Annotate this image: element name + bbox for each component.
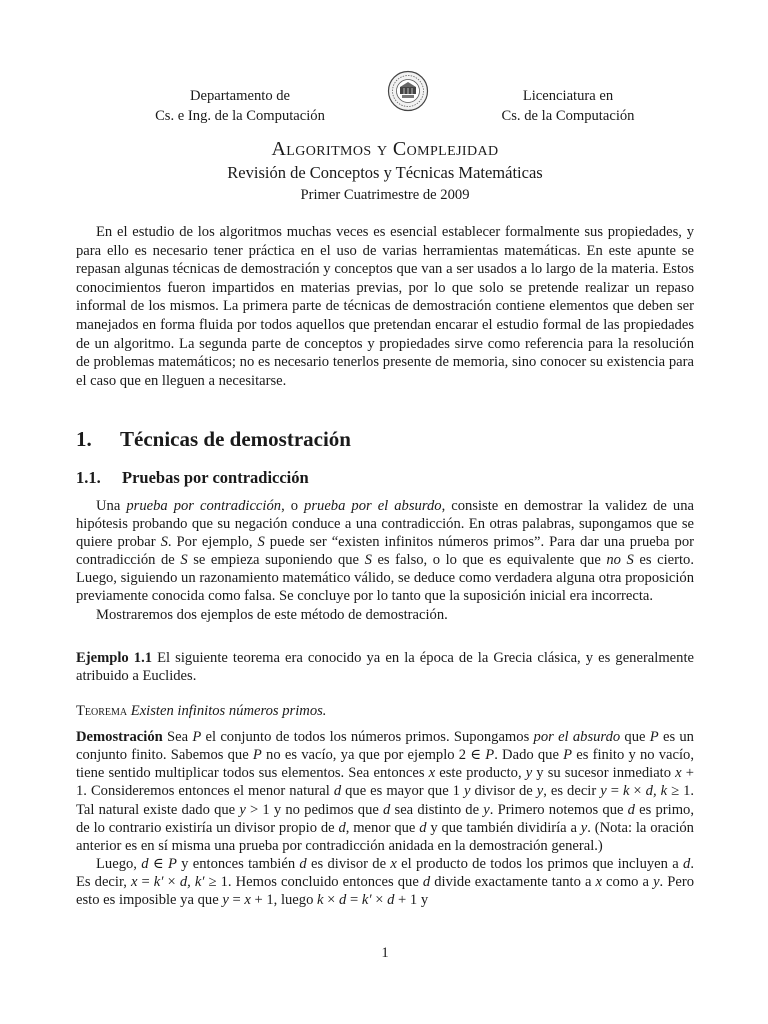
text-run: Sea bbox=[162, 729, 193, 745]
document-page bbox=[76, 0, 694, 1024]
math-symbol: d bbox=[333, 783, 342, 800]
department-line-2: Cs. e Ing. de la Computación bbox=[155, 108, 325, 124]
text-run: ∈ bbox=[148, 856, 168, 873]
document-title: Algoritmos y Complejidad bbox=[271, 138, 499, 160]
theorem bbox=[76, 702, 694, 720]
math-symbol: d bbox=[627, 801, 635, 818]
text-run: el conjunto de todos los números primos. Supongamos bbox=[201, 729, 534, 745]
text-run: sea distinto de bbox=[390, 801, 484, 818]
degree-line-1: Licenciatura en bbox=[522, 88, 614, 104]
proof bbox=[76, 728, 694, 910]
department-line-1: Departamento de bbox=[189, 88, 291, 104]
math-symbol: P bbox=[485, 747, 495, 764]
text-run: = bbox=[606, 783, 623, 800]
proof-label: Demostración bbox=[76, 729, 163, 745]
math-symbol: x bbox=[428, 765, 436, 782]
math-symbol: k bbox=[317, 892, 324, 909]
text-run: puede ser “existen infinitos números primos”. Para dar una prueba por contradicción de bbox=[76, 534, 694, 569]
text-run: × bbox=[371, 892, 388, 909]
theorem-label: Teorema bbox=[76, 703, 128, 719]
math-symbol: d, k bbox=[645, 783, 668, 800]
abstract-paragraph: En el estudio de los algoritmos muchas veces es esencial establecer formalmente sus propiedades, y para ello es necesario tener práctica en el uso de varias herramientas matemáticas. En este apunte se repasan algunas técnicas de demostración y conceptos que van a ser usados a lo largo de la materia. Estos conocimientos fueron impartidos en materias previas, por lo que solo se pretende realizar un repaso informal de los mismos. La primera parte de técnicas de demostración contiene elementos que deben ser manejados en forma fluida por todos aquellos que pretendan encarar el estudio formal de las propiedades de un algoritmo. La segunda parte de conceptos y propiedades sirve como referencia para la resolución de problemas matemáticos; no es necesario tenerlos presente de memoria, sino conocer su existencia para el caso que en lleguen a necesitarse. bbox=[76, 224, 694, 389]
text-run: . Es decir, bbox=[76, 856, 694, 891]
math-symbol: x bbox=[130, 874, 138, 891]
subsection-number: 1.1. bbox=[76, 468, 101, 487]
text-run: el producto de todos los primos que incluyen a bbox=[396, 856, 684, 873]
math-symbol: S bbox=[160, 534, 168, 551]
emphasis: prueba por contradicción bbox=[126, 498, 282, 514]
text-run: que bbox=[620, 729, 650, 745]
degree-line-2: Cs. de la Computación bbox=[501, 108, 635, 124]
text-run: . Pero esto es imposible ya que bbox=[76, 874, 695, 909]
math-symbol: d bbox=[387, 892, 395, 909]
math-symbol: x bbox=[675, 765, 682, 782]
math-symbol: d bbox=[299, 856, 307, 873]
theorem-statement: Existen infinitos números primos. bbox=[127, 703, 327, 719]
math-symbol: y bbox=[536, 783, 544, 800]
math-symbol: d bbox=[339, 892, 347, 909]
text-run: + 1 y bbox=[394, 892, 429, 909]
text-run: = bbox=[137, 874, 154, 891]
math-symbol: S bbox=[180, 552, 188, 569]
text-run: × bbox=[323, 892, 340, 909]
emphasis: prueba por el absurdo bbox=[304, 498, 442, 514]
proof-paragraph-2 bbox=[76, 855, 694, 909]
text-run: × bbox=[163, 874, 180, 891]
math-symbol: x bbox=[390, 856, 397, 873]
text-run: = bbox=[228, 892, 245, 909]
text-run: que es mayor que 1 bbox=[341, 783, 464, 800]
page-number: 1 bbox=[381, 945, 389, 961]
math-symbol: y bbox=[653, 874, 660, 891]
document-header bbox=[76, 86, 694, 126]
text-run: es divisor de bbox=[306, 856, 391, 873]
math-symbol: k′ bbox=[361, 892, 372, 909]
subsection-title: Pruebas por contradicción bbox=[122, 468, 309, 487]
emphasis: no S bbox=[606, 552, 634, 569]
text-run: y entonces también bbox=[176, 856, 300, 873]
text-run: . Dado que bbox=[494, 747, 564, 764]
math-symbol: x bbox=[244, 892, 251, 909]
example-label: Ejemplo 1.1 bbox=[76, 650, 153, 666]
text-run: = bbox=[346, 892, 362, 909]
math-symbol: k′ bbox=[153, 874, 164, 891]
title-block bbox=[76, 136, 694, 206]
math-symbol: d bbox=[419, 819, 427, 836]
text-run: ≥ 1. Hemos concluido entonces que bbox=[204, 874, 423, 891]
math-symbol: d bbox=[383, 801, 391, 818]
math-symbol: P bbox=[563, 747, 573, 764]
math-symbol: d bbox=[338, 819, 346, 836]
section-number: 1. bbox=[76, 427, 92, 451]
math-symbol: P bbox=[649, 729, 659, 745]
math-symbol: P bbox=[167, 856, 177, 873]
math-symbol: y bbox=[580, 819, 588, 836]
math-symbol: S bbox=[257, 534, 265, 551]
text-run: y que también dividiría a bbox=[426, 819, 581, 836]
paragraph-definition bbox=[76, 497, 694, 606]
subsection-heading bbox=[76, 466, 309, 490]
math-symbol: P bbox=[252, 747, 262, 764]
math-symbol: y bbox=[239, 801, 246, 818]
text-run: es un conjunto finito. Sabemos que bbox=[76, 729, 694, 764]
text-run: . Primero notemos que bbox=[489, 801, 628, 818]
math-symbol: d bbox=[141, 856, 149, 873]
emphasis: por el absurdo bbox=[533, 729, 621, 745]
section-title: Técnicas de demostración bbox=[120, 427, 351, 451]
example-1-1 bbox=[76, 649, 694, 686]
text-run: . Por ejemplo, bbox=[167, 534, 258, 551]
text-run: + 1. Consideremos entonces el menor natural bbox=[76, 765, 694, 800]
text-run: divisor de bbox=[470, 783, 537, 800]
university-seal-icon bbox=[387, 70, 429, 112]
math-symbol: k bbox=[622, 783, 630, 800]
abstract bbox=[76, 223, 694, 390]
text-run: + 1, luego bbox=[250, 892, 318, 909]
math-symbol: y bbox=[600, 783, 607, 800]
text-run: , o bbox=[281, 498, 305, 514]
text-run: se empieza suponiendo que bbox=[187, 552, 365, 569]
paragraph-examples-intro: Mostraremos dos ejemplos de este método de demostración. bbox=[96, 606, 448, 623]
text-run: Luego, bbox=[96, 856, 142, 873]
document-subtitle: Revisión de Conceptos y Técnicas Matemáticas bbox=[227, 163, 543, 182]
text-run: ≥ 1. Tal natural existe dado que bbox=[76, 783, 695, 818]
document-term: Primer Cuatrimestre de 2009 bbox=[300, 187, 470, 203]
math-symbol: P bbox=[192, 729, 202, 745]
example-text: El siguiente teorema era conocido ya en la época de la Grecia clásica, y es generalmente atribuido a Euclides. bbox=[76, 650, 694, 685]
math-symbol: d, k′ bbox=[179, 874, 205, 891]
text-run: es finito y no vacío, tiene sentido multiplicar todos sus elementos. Sea entonces bbox=[76, 747, 694, 782]
text-run: , es decir bbox=[543, 783, 601, 800]
section-heading bbox=[76, 424, 351, 454]
text-run: Una bbox=[96, 498, 127, 514]
text-run: no es vacío, ya que por ejemplo 2 ∈ bbox=[261, 747, 486, 764]
math-symbol: y bbox=[525, 765, 533, 782]
text-run: divide exactamente tanto a bbox=[430, 874, 596, 891]
text-run: . (Nota: la oración anterior es en sí misma una prueba por contradicción anidada en la demostración general.) bbox=[76, 819, 694, 854]
text-run: × bbox=[629, 783, 646, 800]
text-run: > 1 y no pedimos que bbox=[245, 801, 384, 818]
degree-heading bbox=[448, 86, 688, 126]
text-run: como a bbox=[601, 874, 654, 891]
text-run: es falso, o lo que es equivalente que bbox=[371, 552, 607, 569]
proof-paragraph-1 bbox=[76, 728, 694, 855]
text-run: este producto, bbox=[435, 765, 526, 782]
text-run: y su sucesor inmediato bbox=[532, 765, 676, 782]
math-symbol: d bbox=[422, 874, 431, 891]
math-symbol: y bbox=[222, 892, 229, 909]
text-run: , consiste en demostrar la validez de una hipótesis probando que su negación conduce a una contradicción. En otras palabras, supongamos que se quiere probar bbox=[76, 498, 694, 551]
math-symbol: x bbox=[595, 874, 602, 891]
math-symbol: d bbox=[683, 856, 691, 873]
text-run: es cierto. Luego, siguiendo un razonamiento matemático válido, se deduce como verdadera alguna otra proposición previamente conocida como falsa. Se concluye por lo tanto que la suposición inicial era incorrecta. bbox=[76, 552, 695, 605]
math-symbol: y bbox=[483, 801, 490, 818]
text-run: es primo, de lo contrario existiría un divisor propio de bbox=[76, 801, 694, 836]
math-symbol: y bbox=[463, 783, 471, 800]
department-heading bbox=[120, 86, 360, 126]
subsection-body bbox=[76, 497, 694, 624]
math-symbol: S bbox=[364, 552, 372, 569]
text-run: , menor que bbox=[345, 819, 420, 836]
